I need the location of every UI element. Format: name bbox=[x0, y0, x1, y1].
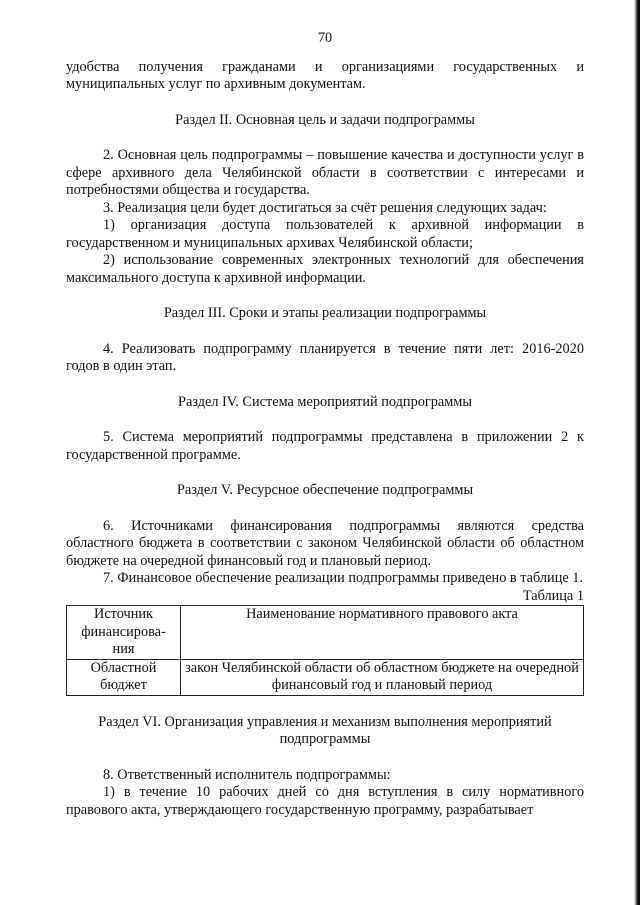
table-header-row bbox=[67, 606, 584, 660]
task-2: 2) использование современных электронных технологий для обеспечения максимального доступа к архивной информации. bbox=[66, 252, 584, 286]
paragraph-8: 8. Ответственный исполнитель подпрограммы: bbox=[103, 766, 391, 783]
section-2-heading: Раздел II. Основная цель и задачи подпрограммы bbox=[175, 111, 475, 128]
cell-source: Областной бюджет bbox=[67, 659, 181, 695]
scan-edge-shadow bbox=[634, 0, 640, 905]
section-5-heading: Раздел V. Ресурсное обеспечение подпрограммы bbox=[176, 482, 474, 498]
header-act-name: Наименование нормативного правового акта bbox=[181, 606, 584, 660]
cell-act-name: закон Челябинской области об областном бюджете на очередной финансовый год и плановый период bbox=[181, 659, 584, 695]
header-source: Источник финансирова-ния bbox=[67, 606, 181, 660]
page-number: 70 bbox=[317, 30, 333, 46]
table-row bbox=[67, 659, 584, 695]
section-4-heading: Раздел IV. Система мероприятий подпрограммы bbox=[178, 393, 472, 410]
section-6-heading: Раздел VI. Организация управления и механизм выполнения мероприятий подпрограммы bbox=[98, 713, 552, 747]
financing-table bbox=[66, 605, 584, 696]
table-caption: Таблица 1 bbox=[522, 587, 584, 604]
intro-paragraph-tail: удобства получения гражданами и организациями государственных и муниципальных услуг по архивным документам. bbox=[66, 58, 584, 92]
paragraph-3: 3. Реализация цели будет достигаться за счёт решения следующих задач: bbox=[103, 199, 547, 216]
paragraph-6: 6. Источниками финансирования подпрограммы являются средства областного бюджета в соответствии с законом Челябинской области об областном бюджете на очередной финансовый год и плановый период. bbox=[66, 517, 584, 569]
section-3-heading: Раздел III. Сроки и этапы реализации подпрограммы bbox=[163, 305, 487, 321]
paragraph-5: 5. Система мероприятий подпрограммы представлена в приложении 2 к государственной программе. bbox=[66, 429, 584, 463]
paragraph-8-item-1: 1) в течение 10 рабочих дней со дня вступления в силу нормативного правового акта, утверждающего государственную программу, разрабатывает bbox=[66, 784, 584, 818]
task-1: 1) организация доступа пользователей к архивной информации в государственном и муниципальных архивах Челябинской области; bbox=[66, 217, 584, 251]
paragraph-7: 7. Финансовое обеспечение реализации подпрограммы приведено в таблице 1. bbox=[103, 570, 584, 586]
paragraph-4: 4. Реализовать подпрограмму планируется в течение пяти лет: 2016-2020 годов в один этап. bbox=[66, 340, 584, 374]
paragraph-2: 2. Основная цель подпрограммы – повышение качества и доступности услуг в сфере архивного дела Челябинской области в соответствии с интересами и потребностями общества и государства. bbox=[66, 147, 584, 198]
